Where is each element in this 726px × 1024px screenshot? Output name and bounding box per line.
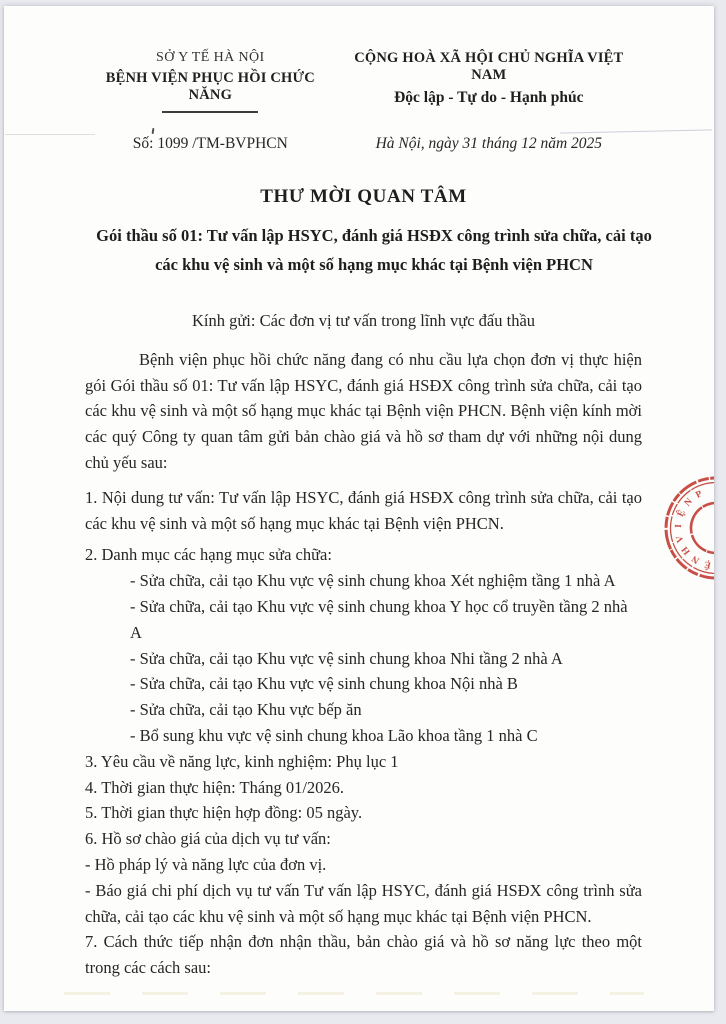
place-date-line: Hà Nội, ngày 31 tháng 12 năm 2025	[375, 135, 603, 152]
item-3-content: 3. Yêu cầu về năng lực, kinh nghiệm: Phụ lục 1	[85, 751, 399, 771]
issuer-parent-org: SỞ Y TẾ HÀ NỘI	[156, 50, 265, 65]
doc-number: Số: 1099 /TM-BVPHCN	[132, 135, 288, 152]
repair-list-item: - Sửa chữa, cải tạo Khu vực bếp ăn	[130, 700, 362, 720]
repair-list-item: - Sửa chữa, cải tạo Khu vực vệ sinh chung khoa Y học cổ truyền tầng 2 nhà A	[130, 596, 628, 642]
salutation-line: Kính gửi: Các đơn vị tư vấn trong lĩnh vực đấu thầu	[191, 311, 536, 330]
svg-text:Ệ: Ệ	[703, 558, 712, 570]
svg-text:N: N	[682, 496, 695, 509]
item-2-heading: 2. Danh mục các hạng mục sửa chữa:	[85, 545, 332, 565]
red-seal-stamp-icon: B Ệ N H V I Ệ N P	[660, 472, 714, 584]
svg-text:V: V	[674, 534, 687, 544]
number-date-row	[85, 135, 642, 153]
repair-items-list	[85, 568, 642, 749]
repair-list-item: - Sửa chữa, cải tạo Khu vực vệ sinh chung khoa Xét nghiệm tầng 1 nhà A	[130, 571, 616, 591]
item-5-content: 5. Thời gian thực hiện hợp đồng: 05 ngày.	[85, 803, 363, 823]
national-motto-line2: Độc lập - Tự do - Hạnh phúc	[394, 89, 584, 106]
package-subtitle: Gói thầu số 01: Tư vấn lập HSYC, đánh giá HSĐX công trình sửa chữa, cải tạo các khu vệ sinh và một số hạng mục khác tại Bệnh viện PHCN	[96, 226, 652, 274]
issuer-org-name: BỆNH VIỆN PHỤC HỒI CHỨC NĂNG	[105, 70, 315, 103]
item-4-content: 4. Thời gian thực hiện: Tháng 01/2026.	[85, 777, 345, 797]
item-6-heading: 6. Hồ sơ chào giá của dịch vụ tư vấn:	[85, 829, 331, 849]
national-motto-line1: CỘNG HOÀ XÃ HỘI CHỦ NGHĨA VIỆT NAM	[354, 50, 624, 83]
svg-text:Ệ: Ệ	[676, 508, 688, 519]
svg-text:P: P	[694, 489, 705, 501]
scan-artifact-dashes	[64, 992, 644, 995]
paper-page	[4, 6, 725, 1011]
repair-list-item: - Sửa chữa, cải tạo Khu vực vệ sinh chung khoa Nội nhà B	[130, 674, 518, 694]
dossier-list-item: - Báo giá chi phí dịch vụ tư vấn Tư vấn lập HSYC, đánh giá HSĐX công trình sửa chữa, cải tạo các khu vệ sinh và một số hạng mục khác tại Bệnh viện PHCN.	[85, 880, 642, 926]
issuer-block	[85, 50, 336, 113]
svg-text:N: N	[690, 552, 702, 566]
dossier-list-item: - Hồ pháp lý và năng lực của đơn vị.	[85, 854, 327, 874]
item-1-content: 1. Nội dung tư vấn: Tư vấn lập HSYC, đánh giá HSĐX công trình sửa chữa, cải tạo các khu vệ sinh và một số hạng mục khác tại Bệnh viện PHCN.	[85, 487, 642, 533]
svg-text:H: H	[680, 544, 693, 557]
document-title: THƯ MỜI QUAN TÂM	[260, 186, 467, 207]
issuer-underline	[162, 111, 258, 113]
repair-list-item: - Bổ sung khu vực vệ sinh chung khoa Lão khoa tầng 1 nhà C	[130, 725, 538, 745]
page-content	[4, 6, 714, 981]
item-7-content: 7. Cách thức tiếp nhận đơn nhận thầu, bản chào giá và hồ sơ năng lực theo một trong các cách sau:	[85, 932, 642, 978]
national-header-block	[336, 50, 642, 113]
document-header	[85, 50, 642, 113]
svg-text:I: I	[673, 523, 685, 529]
intro-paragraph: Bệnh viện phục hồi chức năng đang có nhu cầu lựa chọn đơn vị thực hiện gói Gói thầu số 01: Tư vấn lập HSYC, đánh giá HSĐX công trình sửa chữa, cải tạo các khu vệ sinh và một số hạng mục khác tại Bệnh viện PHCN. Bệnh viện kính mời các quý Công ty quan tâm gửi bản chào giá và hồ sơ tham dự với những nội dung chủ yếu sau:	[85, 349, 642, 472]
repair-list-item: - Sửa chữa, cải tạo Khu vực vệ sinh chung khoa Nhi tầng 2 nhà A	[130, 648, 563, 668]
